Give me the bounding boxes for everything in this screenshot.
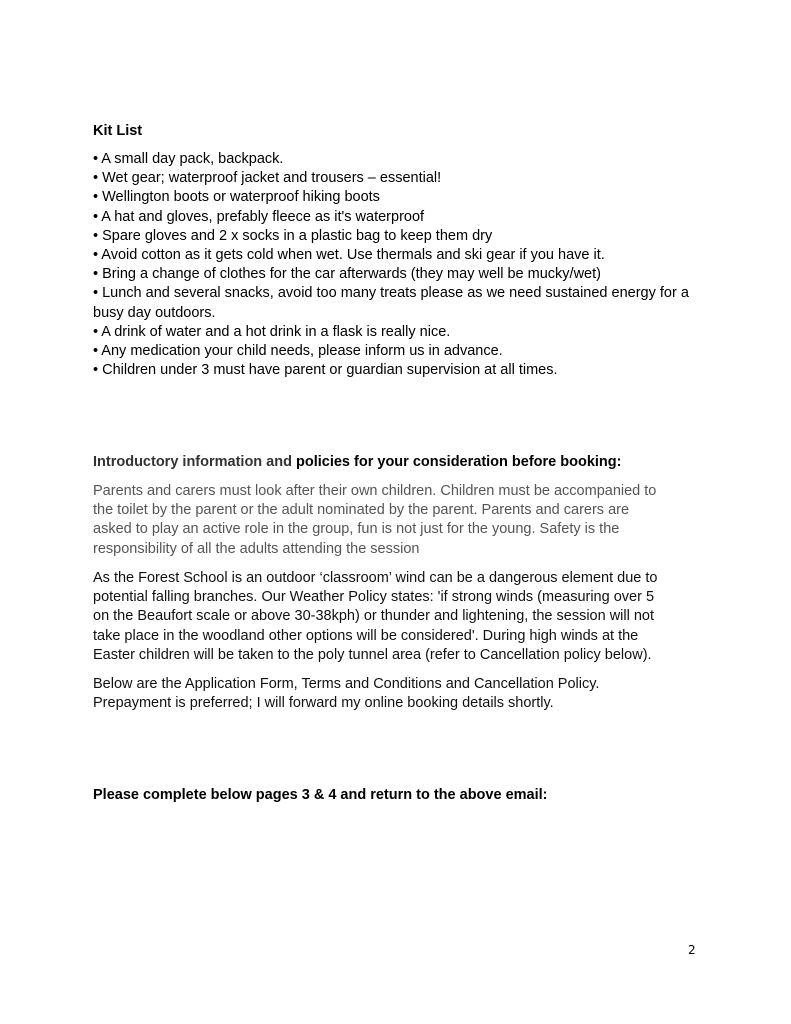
kit-list-title: Kit List xyxy=(93,123,143,139)
kit-list-item: • Children under 3 must have parent or guardian supervision at all times. xyxy=(93,362,558,379)
kit-list-item: • Bring a change of clothes for the car afterwards (they may well be mucky/wet) xyxy=(93,266,601,283)
kit-list-item: • A small day pack, backpack. xyxy=(93,151,284,167)
paragraph-line: the toilet by the parent or the adult nominated by the parent. Parents and carers are xyxy=(93,502,630,519)
kit-list-item: • Wellington boots or waterproof hiking boots xyxy=(93,189,380,206)
kit-list xyxy=(93,150,713,380)
kit-list-item: • Wet gear; waterproof jacket and trousers – essential! xyxy=(93,170,442,187)
paragraph-line: Parents and carers must look after their own children. Children must be accompanied to xyxy=(93,483,657,499)
kit-list-item: • Lunch and several snacks, avoid too many treats please as we need sustained energy for a busy day outdoors. xyxy=(93,285,689,321)
paragraph-line: on the Beaufort scale or above 30-38kph) or thunder and lightening, the session will not xyxy=(93,608,655,625)
kit-list-item: • A hat and gloves, prefably fleece as it's waterproof xyxy=(93,208,425,225)
kit-list-item: • A drink of water and a hot drink in a flask is really nice. xyxy=(93,323,451,340)
application-paragraph xyxy=(93,675,703,713)
intro-title xyxy=(93,453,713,472)
paragraph-line: Below are the Application Form, Terms and Conditions and Cancellation Policy. xyxy=(93,676,600,692)
page-number: 2 xyxy=(688,943,696,957)
paragraph-line: As the Forest School is an outdoor ‘classroom’ wind can be a dangerous element due to xyxy=(93,570,658,586)
intro-title-part1: Introductory information and xyxy=(93,454,296,470)
parents-paragraph xyxy=(93,482,703,559)
paragraph-line: responsibility of all the adults attending the session xyxy=(93,540,420,557)
kit-list-item: • Spare gloves and 2 x socks in a plastic bag to keep them dry xyxy=(93,227,493,244)
intro-title-part2: policies for your consideration before booking: xyxy=(296,454,622,470)
complete-instruction: Please complete below pages 3 & 4 and return to the above email: xyxy=(93,787,548,803)
weather-policy-paragraph xyxy=(93,569,703,665)
paragraph-line: Prepayment is preferred; I will forward my online booking details shortly. xyxy=(93,695,554,712)
kit-list-item: • Avoid cotton as it gets cold when wet. Use thermals and ski gear if you have it. xyxy=(93,247,605,264)
kit-list-item: • Any medication your child needs, please inform us in advance. xyxy=(93,343,503,360)
paragraph-line: take place in the woodland other options will be considered'. During high winds at the xyxy=(93,627,639,644)
paragraph-line: asked to play an active role in the group, fun is not just for the young. Safety is the xyxy=(93,521,620,538)
paragraph-line: Easter children will be taken to the poly tunnel area (refer to Cancellation policy below). xyxy=(93,646,652,663)
paragraph-line: potential falling branches. Our Weather Policy states: 'if strong winds (measuring over 5 xyxy=(93,589,655,606)
